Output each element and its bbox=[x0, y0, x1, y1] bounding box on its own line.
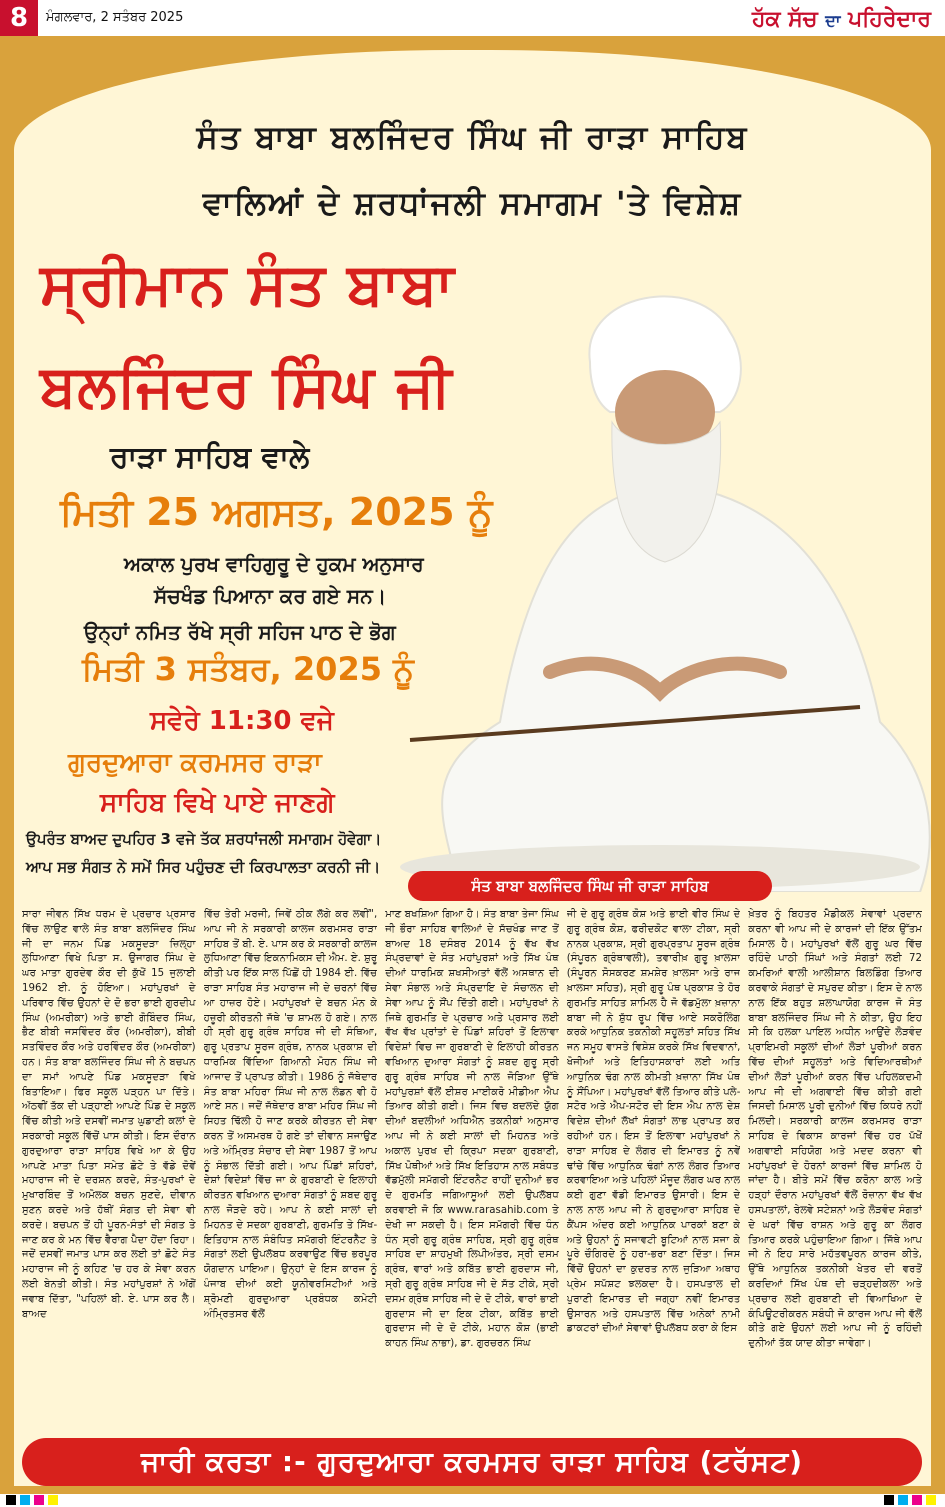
reg-mark-cyan-right bbox=[898, 1495, 908, 1505]
notice-text-1: ਅਕਾਲ ਪੁਰਖ ਵਾਹਿਗੁਰੂ ਦੇ ਹੁਕਮ ਅਨੁਸਾਰ bbox=[124, 552, 424, 576]
issue-date: ਮੰਗਲਵਾਰ, 2 ਸਤੰਬਰ 2025 bbox=[46, 10, 184, 25]
reg-mark-magenta-right bbox=[912, 1495, 922, 1505]
issuer-banner: ਜਾਰੀ ਕਰਤਾ :- ਗੁਰਦੁਆਰਾ ਕਰਮਸਰ ਰਾੜਾ ਸਾਹਿਬ (ਟਰੱਸਟ) bbox=[22, 1438, 922, 1486]
death-date: ਮਿਤੀ 25 ਅਗਸਤ, 2025 ਨੂੰ bbox=[60, 490, 493, 534]
bhog-time: ਸਵੇਰੇ 11:30 ਵਜੇ bbox=[150, 706, 334, 736]
title-line-2: ਬਲਜਿੰਦਰ ਸਿੰਘ ਜੀ bbox=[40, 352, 453, 420]
reg-mark-yellow bbox=[48, 1495, 58, 1505]
title-line-1: ਸ੍ਰੀਮਾਨ ਸੰਤ ਬਾਬਾ bbox=[40, 250, 455, 318]
place-line-2: ਸਾਹਿਬ ਵਿਖੇ ਪਾਏ ਜਾਣਗੇ bbox=[100, 788, 335, 818]
reg-mark-black-right bbox=[884, 1495, 894, 1505]
notice-text-5: ਆਪ ਸਭ ਸੰਗਤ ਨੇ ਸਮੇਂ ਸਿਰ ਪਹੁੰਚਣ ਦੀ ਕਿਰਪਾਲਤਾ ਕਰਨੀ ਜੀ। bbox=[26, 858, 381, 876]
masthead-part-c: ਪਹਿਰੇਦਾਰ bbox=[840, 6, 931, 32]
article-column-3: ਮਾਣ ਬਖਸ਼ਿਆ ਗਿਆ ਹੈ। ਸੰਤ ਬਾਬਾ ਤੇਜਾ ਸਿੰਘ ਜੀ ਭੌਰਾ ਸਾਹਿਬ ਵਾਲਿਆਂ ਦੇ ਸੱਚਖੰਡ ਜਾਣ ਤੋਂ ਬਾਅਦ 18 ਦਸੰਬਰ 2014 ਨੂੰ ਵੱਖ ਵੱਖ ਸੰਪ੍ਰਦਾਵਾਂ ਦੇ ਸੰਤ ਮਹਾਂਪੁਰਸ਼ਾਂ ਅਤੇ ਸਿੱਖ ਪੰਥ ਦੀਆਂ ਧਾਰਮਿਕ ਸ਼ਖਸੀਅਤਾਂ ਵੱਲੋਂ ਅਸਥਾਨ ਦੀ ਸੇਵਾ ਸੰਭਾਲ ਅਤੇ ਸੰਪ੍ਰਦਾਇ ਦੇ ਸੰਚਾਲਨ ਦੀ ਸੇਵਾ ਆਪ ਨੂੰ ਸੌਂਪ ਦਿੱਤੀ ਗਈ। ਮਹਾਂਪੁਰਖਾਂ ਨੇ ਜਿਥੇ ਗੁਰਮਤਿ ਦੇ ਪ੍ਰਚਾਰ ਅਤੇ ਪ੍ਰਸਾਰ ਲਈ ਵੱਖ ਵੱਖ ਪ੍ਰਾਂਤਾਂ ਦੇ ਪਿੰਡਾਂ ਸ਼ਹਿਰਾਂ ਤੋਂ ਇਲਾਵਾ ਵਿਦੇਸ਼ਾਂ ਵਿਚ ਜਾ ਗੁਰਬਾਣੀ ਦੇ ਇਲਾਹੀ ਕੀਰਤਨ ਵਖਿਆਨ ਦੁਆਰਾ ਸੰਗਤਾਂ ਨੂੰ ਸ਼ਬਦ ਗੁਰੂ ਸ੍ਰੀ ਗੁਰੂ ਗ੍ਰੰਥ ਸਾਹਿਬ ਜੀ ਨਾਲ ਜੋੜਿਆ ਉੱਥੇ ਮਹਾਂਪੁਰਸ਼ਾਂ ਵੱਲੋਂ ਈਸ਼ਰ ਮਾਈਕਰੋ ਮੀਡੀਆ ਐਪ ਤਿਆਰ ਕੀਤੀ ਗਈ। ਜਿਸ ਵਿਚ ਬਦਲਦੇ ਯੁੱਗ ਦੀਆਂ ਬਦਲੀਆਂ ਅਧਿਐਨ ਤਕਨੀਕਾਂ ਅਨੁਸਾਰ ਆਪ ਜੀ ਨੇ ਕਈ ਸਾਲਾਂ ਦੀ ਮਿਹਨਤ ਅਤੇ ਅਕਾਲ ਪੁਰਖ ਦੀ ਕ੍ਰਿਪਾ ਸਦਕਾ ਗੁਰਬਾਣੀ, ਸਿੱਖ ਪੋਥੀਆਂ ਅਤੇ ਸਿੱਖ ਇਤਿਹਾਸ ਨਾਲ ਸਬੰਧਤ ਵੱਡਮੁੱਲੀ ਸਮੱਗਰੀ ਇੰਟਰਨੈਟ ਰਾਹੀਂ ਦੁਨੀਆਂ ਭਰ ਦੇ ਗੁਰਮਤਿ ਜਗਿਆਸੂਆਂ ਲਈ ਉਪਲੱਬਧ ਕਰਵਾਈ ਜੋ ਕਿ www.rarasahib.com ਤੇ ਦੇਖੀ ਜਾ ਸਕਦੀ ਹੈ। ਇਸ ਸਮੱਗਰੀ ਵਿੱਚ ਧੰਨ ਧੰਨ ਸ੍ਰੀ ਗੁਰੂ ਗ੍ਰੰਥ ਸਾਹਿਬ, ਸ੍ਰੀ ਗੁਰੂ ਗ੍ਰੰਥ ਸਾਹਿਬ ਦਾ ਸ਼ਾਹਮੁਖੀ ਲਿਪੀਅੰਤਰ, ਸ੍ਰੀ ਦਸਮ ਗ੍ਰੰਥ, ਵਾਰਾਂ ਅਤੇ ਕਬਿੱਤ ਭਾਈ ਗੁਰਦਾਸ ਜੀ, ਸ੍ਰੀ ਗੁਰੂ ਗ੍ਰੰਥ ਸਾਹਿਬ ਜੀ ਦੇ ਸੱਤ ਟੀਕੇ, ਸ੍ਰੀ ਦਸਮ ਗ੍ਰੰਥ ਸਾਹਿਬ ਜੀ ਦੇ ਦੋ ਟੀਕੇ, ਵਾਰਾਂ ਭਾਈ ਗੁਰਦਾਸ ਜੀ ਦਾ ਇਕ ਟੀਕਾ, ਕਬਿੱਤ ਭਾਈ ਗੁਰਦਾਸ ਜੀ ਦੇ ਦੋ ਟੀਕੇ, ਮਹਾਨ ਕੋਸ਼ (ਭਾਈ ਕਾਹਨ ਸਿੰਘ ਨਾਭਾ), ਡਾ. ਗੁਰਚਰਨ ਸਿੰਘ bbox=[385, 909, 559, 1350]
reg-mark-magenta bbox=[34, 1495, 44, 1505]
masthead bbox=[752, 6, 931, 32]
header-line-2: ਵਾਲਿਆਂ ਦੇ ਸ਼ਰਧਾਂਜਲੀ ਸਮਾਗਮ 'ਤੇ ਵਿਸ਼ੇਸ਼ bbox=[202, 184, 743, 222]
title-line-3: ਰਾੜਾ ਸਾਹਿਬ ਵਾਲੇ bbox=[110, 440, 310, 475]
notice-text-4: ਉਪਰੰਤ ਬਾਅਦ ਦੁਪਹਿਰ 3 ਵਜੇ ਤੱਕ ਸ਼ਰਧਾਂਜਲੀ ਸਮਾਗਮ ਹੋਵੇਗਾ। bbox=[26, 830, 382, 848]
place-line-1: ਗੁਰਦੁਆਰਾ ਕਰਮਸਰ ਰਾੜਾ bbox=[68, 748, 322, 778]
article-body bbox=[22, 908, 922, 1436]
print-registration-bar bbox=[0, 1494, 945, 1507]
masthead-part-a: ਹੱਕ ਸੱਚ bbox=[751, 6, 826, 32]
article-column-2: ਵਿੱਚ ਤੇਰੀ ਮਰਜੀ, ਜਿਵੇਂ ਠੀਕ ਲੱਗੇ ਕਰ ਲਵੀਂ", ਆਪ ਜੀ ਨੇ ਸਰਕਾਰੀ ਕਾਲਜ ਕਰਮਸਰ ਰਾੜਾ ਸਾਹਿਬ ਤੋਂ ਬੀ. ਏ. ਪਾਸ ਕਰ ਕੇ ਸਰਕਾਰੀ ਕਾਲਜ ਲੁਧਿਆਣਾ ਵਿੱਚ ਇਕਨਾਮਿਕਸ ਦੀ ਐਮ. ਏ. ਸ਼ੁਰੂ ਕੀਤੀ ਪਰ ਇੱਕ ਸਾਲ ਪਿੱਛੋਂ ਹੀ 1984 ਈ. ਵਿੱਚ ਰਾੜਾ ਸਾਹਿਬ ਸੰਤ ਮਹਾਰਾਜ ਜੀ ਦੇ ਚਰਨਾਂ ਵਿੱਚ ਆ ਹਾਜ਼ਰ ਹੋਏ। ਮਹਾਂਪੁਰਖਾਂ ਦੇ ਬਚਨ ਮੰਨ ਕੇ ਹਜ਼ੂਰੀ ਕੀਰਤਨੀ ਜੱਥੇ 'ਚ ਸ਼ਾਮਲ ਹੋ ਗਏ। ਨਾਲ ਹੀ ਸ੍ਰੀ ਗੁਰੂ ਗ੍ਰੰਥ ਸਾਹਿਬ ਜੀ ਦੀ ਸੰਥਿਆ, ਗੁਰੂ ਪ੍ਰਤਾਪ ਸੂਰਜ ਗ੍ਰੰਥ, ਨਾਨਕ ਪ੍ਰਕਾਸ਼ ਦੀ ਧਾਰਮਿਕ ਵਿੱਦਿਆ ਗਿਆਨੀ ਮੋਹਨ ਸਿੰਘ ਜੀ ਆਜਾਦ ਤੋਂ ਪ੍ਰਾਪਤ ਕੀਤੀ। 1986 ਨੂੰ ਜੱਥੇਦਾਰ ਸੰਤ ਬਾਬਾ ਮਹਿਰਾ ਸਿੰਘ ਜੀ ਨਾਲ ਲੰਡਨ ਵੀ ਹੋ ਆਏ ਸਨ। ਜਦੋਂ ਜੱਥੇਦਾਰ ਬਾਬਾ ਮਹਿਰ ਸਿੰਘ ਜੀ ਸਿਹਤ ਢਿੱਲੀ ਹੋ ਜਾਣ ਕਰਕੇ ਕੀਰਤਨ ਦੀ ਸੇਵਾ ਕਰਨ ਤੋਂ ਅਸਮਰਥ ਹੋ ਗਏ ਤਾਂ ਦੀਵਾਨ ਸਜਾਉਣ ਅਤੇ ਅੰਮ੍ਰਿਤ ਸੰਚਾਰ ਦੀ ਸੇਵਾ 1987 ਤੋਂ ਆਪ ਨੂੰ ਸੰਭਾਲ ਦਿੱਤੀ ਗਈ। ਆਪ ਪਿੰਡਾਂ ਸ਼ਹਿਰਾਂ, ਦੇਸ਼ਾਂ ਵਿਦੇਸ਼ਾਂ ਵਿੱਚ ਜਾ ਕੇ ਗੁਰਬਾਣੀ ਦੇ ਇਲਾਹੀ ਕੀਰਤਨ ਵਖਿਆਨ ਦੁਆਰਾ ਸੰਗਤਾਂ ਨੂੰ ਸ਼ਬਦ ਗੁਰੂ ਨਾਲ ਜੋੜਦੇ ਰਹੇ। ਆਪ ਨੇ ਕਈ ਸਾਲਾਂ ਦੀ ਮਿਹਨਤ ਦੇ ਸਦਕਾ ਗੁਰਬਾਣੀ, ਗੁਰਮਤਿ ਤੇ ਸਿੱਖ-ਇਤਿਹਾਸ ਨਾਲ ਸੰਬੰਧਿਤ ਸਮੱਗਰੀ ਇੰਟਰਨੈੱਟ ਤੇ ਸੰਗਤਾਂ ਲਈ ਉਪਲੱਬਧ ਕਰਵਾਉਣ ਵਿੱਚ ਭਰਪੂਰ ਯੋਗਦਾਨ ਪਾਇਆ। ਉਨ੍ਹਾਂ ਦੇ ਇਸ ਕਾਰਜ ਨੂੰ ਪੰਜਾਬ ਦੀਆਂ ਕਈ ਯੂਨੀਵਰਸਿਟੀਆਂ ਅਤੇ ਸ਼੍ਰੋਮਣੀ ਗੁਰਦੁਆਰਾ ਪ੍ਰਬੰਧਕ ਕਮੇਟੀ ਅੰਮ੍ਰਿਤਸਰ ਵੱਲੋਂ bbox=[203, 909, 378, 1320]
reg-mark-yellow-right bbox=[926, 1495, 936, 1505]
bhog-date: ਮਿਤੀ 3 ਸਤੰਬਰ, 2025 ਨੂੰ bbox=[82, 650, 414, 688]
header-line-1: ਸੰਤ ਬਾਬਾ ਬਲਜਿੰਦਰ ਸਿੰਘ ਜੀ ਰਾੜਾ ਸਾਹਿਬ bbox=[196, 118, 749, 156]
notice-text-3: ਉਨ੍ਹਾਂ ਨਮਿਤ ਰੱਖੇ ਸ੍ਰੀ ਸਹਿਜ ਪਾਠ ਦੇ ਭੋਗ bbox=[84, 620, 396, 644]
notice-text-2: ਸੱਚਖੰਡ ਪਿਆਨਾ ਕਰ ਗਏ ਸਨ। bbox=[154, 584, 387, 608]
saint-photo bbox=[380, 252, 940, 892]
reg-mark-black bbox=[6, 1495, 16, 1505]
photo-caption: ਸੰਤ ਬਾਬਾ ਬਲਜਿੰਦਰ ਸਿੰਘ ਜੀ ਰਾੜਾ ਸਾਹਿਬ bbox=[408, 871, 772, 901]
article-column-5: ਖ਼ੇਤਰ ਨੂੰ ਬਿਹਤਰ ਮੈਡੀਕਲ ਸੇਵਾਵਾਂ ਪ੍ਰਦਾਨ ਕਰਨਾ ਵੀ ਆਪ ਜੀ ਦੇ ਕਾਰਜਾਂ ਦੀ ਇੱਕ ਉੱਤਮ ਮਿਸਾਲ ਹੈ। ਮਹਾਂਪੁਰਖਾਂ ਵੱਲੋਂ ਗੁਰੂ ਘਰ ਵਿੱਚ ਰਹਿੰਦੇ ਪਾਠੀ ਸਿੰਘਾਂ ਅਤੇ ਸੰਗਤਾਂ ਲਈ 72 ਕਮਰਿਆਂ ਵਾਲੀ ਆਲੀਸ਼ਾਨ ਬਿਲਡਿੰਗ ਤਿਆਰ ਕਰਵਾਕੇ ਸੰਗਤਾਂ ਦੇ ਸਪੁਰਦ ਕੀਤਾ। ਇਸ ਦੇ ਨਾਲ ਨਾਲ ਇੱਕ ਬਹੁਤ ਸ਼ਲਾਘਾਯੋਗ ਕਾਰਜ ਜੋ ਸੰਤ ਬਾਬਾ ਬਲਜਿੰਦਰ ਸਿੰਘ ਜੀ ਨੇ ਕੀਤਾ, ਉਹ ਇਹ ਸੀ ਕਿ ਹਲਕਾ ਪਾਇਲ ਅਧੀਨ ਆਉਂਦੇ ਲੋੜਵੰਦ ਪ੍ਰਾਇਮਰੀ ਸਕੂਲਾਂ ਦੀਆਂ ਲੋੜਾਂ ਪੂਰੀਆਂ ਕਰਨ ਵਿੱਚ ਦੀਆਂ ਸਹੂਲਤਾਂ ਅਤੇ ਵਿਦਿਆਰਥੀਆਂ ਦੀਆਂ ਲੋੜਾਂ ਪੂਰੀਆਂ ਕਰਨ ਵਿੱਚ ਪਹਿਲਕਦਮੀ ਆਪ ਜੀ ਦੀ ਅਗਵਾਈ ਵਿੱਚ ਕੀਤੀ ਗਈ ਜਿਸਦੀ ਮਿਸਾਲ ਪੂਰੀ ਦੁਨੀਆਂ ਵਿੱਚ ਕਿਧਰੇ ਨਹੀਂ ਮਿਲਦੀ। ਸਰਕਾਰੀ ਕਾਲਜ ਕਰਮਸਰ ਰਾੜਾ ਸਾਹਿਬ ਦੇ ਵਿਕਾਸ ਕਾਰਜਾਂ ਵਿੱਚ ਹਰ ਪੱਖੋਂ ਅਗਵਾਈ ਸਹਿਯੋਗ ਅਤੇ ਮਦਦ ਕਰਨਾ ਵੀ ਮਹਾਂਪੁਰਖਾਂ ਦੇ ਹੋਰਨਾਂ ਕਾਰਜਾਂ ਵਿੱਚ ਸ਼ਾਮਿਲ ਹੋ ਜਾਂਦਾ ਹੈ। ਬੀਤੇ ਸਮੇਂ ਵਿੱਚ ਕਰੋਨਾ ਕਾਲ ਅਤੇ ਹੜ੍ਹਾਂ ਦੌਰਾਨ ਮਹਾਂਪੁਰਖਾਂ ਵੱਲੋਂ ਰੋਜ਼ਾਨਾ ਵੱਖ ਵੱਖ ਹਸਪਤਾਲਾਂ, ਰੇਲਵੇ ਸਟੇਸ਼ਨਾਂ ਅਤੇ ਲੋੜਵੰਦ ਸੰਗਤਾਂ ਦੇ ਘਰਾਂ ਵਿੱਚ ਰਾਸ਼ਨ ਅਤੇ ਗੁਰੂ ਕਾ ਲੰਗਰ ਤਿਆਰ ਕਰਕੇ ਪਹੁੰਚਾਇਆ ਗਿਆ। ਜਿੱਥੇ ਆਪ ਜੀ ਨੇ ਇਹ ਸਾਰੇ ਮਹੱਤਵਪੂਰਨ ਕਾਰਜ ਕੀਤੇ, ਉੱਥੇ ਆਧੁਨਿਕ ਤਕਨੀਕੀ ਖੇਤਰ ਦੀ ਵਰਤੋਂ ਕਰਦਿਆਂ ਸਿੱਖ ਪੰਥ ਦੀ ਚੜ੍ਹਦੀਕਲਾ ਅਤੇ ਪ੍ਰਚਾਰ ਲਈ ਗੁਰਬਾਣੀ ਦੀ ਵਿਆਖਿਆ ਦੇ ਕੰਪਿਊਟਰੀਕਰਨ ਸਬੰਧੀ ਜੋ ਕਾਰਜ ਆਪ ਜੀ ਵੱਲੋਂ ਕੀਤੇ ਗਏ ਉਹਨਾਂ ਲਈ ਆਪ ਜੀ ਨੂੰ ਰਹਿੰਦੀ ਦੁਨੀਆਂ ਤੱਕ ਯਾਦ ਕੀਤਾ ਜਾਵੇਗਾ। bbox=[748, 909, 922, 1350]
article-column-1: ਸਾਰਾ ਜੀਵਨ ਸਿੱਖ ਧਰਮ ਦੇ ਪ੍ਰਚਾਰ ਪ੍ਰਸਾਰ ਵਿੱਚ ਲਾਉਣ ਵਾਲੇ ਸੰਤ ਬਾਬਾ ਬਲਜਿੰਦਰ ਸਿੰਘ ਜੀ ਦਾ ਜਨਮ ਪਿੰਡ ਮਕਸੂਦੜਾ ਜ਼ਿਲ੍ਹਾ ਲੁਧਿਆਣਾ ਵਿਖੇ ਪਿਤਾ ਸ. ਉਜਾਗਰ ਸਿੰਘ ਦੇ ਘਰ ਮਾਤਾ ਗੁਰਦੇਵ ਕੌਰ ਦੀ ਕੁੱਖੋਂ 15 ਜੁਲਾਈ 1962 ਈ. ਨੂੰ ਹੋਇਆ। ਮਹਾਂਪੁਰਖਾਂ ਦੇ ਪਰਿਵਾਰ ਵਿੱਚ ਉਹਨਾਂ ਦੇ ਦੋ ਭਰਾ ਭਾਈ ਗੁਰਦੀਪ ਸਿੰਘ (ਅਮਰੀਕਾ) ਅਤੇ ਭਾਈ ਗੋਬਿੰਦਰ ਸਿੰਘ, ਭੈਣ ਬੀਬੀ ਜਸਵਿੰਦਰ ਕੌਰ (ਅਮਰੀਕਾ), ਬੀਬੀ ਸਤਵਿੰਦਰ ਕੌਰ ਅਤੇ ਹਰਵਿੰਦਰ ਕੌਰ (ਅਮਰੀਕਾ) ਹਨ। ਸੰਤ ਬਾਬਾ ਬਲਜਿੰਦਰ ਸਿੰਘ ਜੀ ਨੇ ਬਚਪਨ ਦਾ ਸਮਾਂ ਆਪਣੇ ਪਿੰਡ ਮਕਸੂਦੜਾ ਵਿਖੇ ਬਿਤਾਇਆ। ਫਿਰ ਸਕੂਲ ਪੜ੍ਹਨ ਪਾ ਦਿੱਤੇ। ਅੱਠਵੀਂ ਤੱਕ ਦੀ ਪੜ੍ਹਾਈ ਆਪਣੇ ਪਿੰਡ ਦੇ ਸਕੂਲ ਵਿੱਚ ਕੀਤੀ ਅਤੇ ਦਸਵੀਂ ਜਮਾਤ ਘੁਡਾਣੀ ਕਲਾਂ ਦੇ ਸਰਕਾਰੀ ਸਕੂਲ ਵਿੱਚੋਂ ਪਾਸ ਕੀਤੀ। ਇਸ ਦੌਰਾਨ ਗੁਰਦੁਆਰਾ ਰਾੜਾ ਸਾਹਿਬ ਵਿਖੇ ਆ ਕੇ ਉਹ ਆਪਣੇ ਮਾਤਾ ਪਿਤਾ ਸਮੇਤ ਛੋਟੇ ਤੇ ਵੱਡੇ ਦੋਵੇਂ ਮਹਾਰਾਜ ਜੀ ਦੇ ਦਰਸ਼ਨ ਕਰਦੇ, ਸੰਤ-ਪੁਰਖਾਂ ਦੇ ਮੁਖਾਰਬਿੰਦ ਤੋਂ ਅਮੋਲਕ ਬਚਨ ਸੁਣਦੇ, ਦੀਵਾਨ ਸੁਣਨ ਕਰਦੇ ਅਤੇ ਹੱਥੀਂ ਸੰਗਤ ਦੀ ਸੇਵਾ ਵੀ ਕਰਦੇ। ਬਚਪਨ ਤੋਂ ਹੀ ਪੂਰਨ-ਸੰਤਾਂ ਦੀ ਸੰਗਤ ਤੇ ਜਾਣ ਕਰ ਕੇ ਮਨ ਵਿੱਚ ਵੈਰਾਗ ਪੈਦਾ ਹੋਂਦਾ ਰਿਹਾ। ਜਦੋਂ ਦਸਵੀਂ ਜਮਾਤ ਪਾਸ ਕਰ ਲਈ ਤਾਂ ਛੋਟੇ ਸੰਤ ਮਹਾਰਾਜ ਜੀ ਨੂੰ ਕਹਿਣ 'ਚ ਹਰ ਕੇ ਸੇਵਾ ਕਰਨ ਲਈ ਬੇਨਤੀ ਕੀਤੀ। ਸੰਤ ਮਹਾਂਪੁਰਸ਼ਾਂ ਨੇ ਅੱਗੋਂ ਜਵਾਬ ਦਿੱਤਾ, "ਪਹਿਲਾਂ ਬੀ. ਏ. ਪਾਸ ਕਰ ਲੈ। ਬਾਅਦ bbox=[22, 909, 196, 1320]
masthead-part-b: ਦਾ bbox=[825, 11, 841, 30]
reg-mark-cyan bbox=[20, 1495, 30, 1505]
article-column-4: ਜੀ ਦੇ ਗੁਰੂ ਗ੍ਰੰਥ ਕੋਸ਼ ਅਤੇ ਭਾਈ ਵੀਰ ਸਿੰਘ ਦੇ ਗੁਰੂ ਗ੍ਰੰਥ ਕੋਸ਼, ਫਰੀਦਕੋਟ ਵਾਲਾ ਟੀਕਾ, ਸ੍ਰੀ ਨਾਨਕ ਪ੍ਰਕਾਸ਼, ਸ੍ਰੀ ਗੁਰਪ੍ਰਤਾਪ ਸੂਰਜ ਗ੍ਰੰਥ (ਸੰਪੂਰਨ ਗ੍ਰੰਥਾਵਲੀ), ਤਵਾਰੀਖ਼ ਗੁਰੂ ਖ਼ਾਲਸਾ (ਸੰਪੂਰਨ ਸੋਸਕਰਣ ਸ਼ਮਸ਼ੇਰ ਖ਼ਾਲਸਾ ਅਤੇ ਰਾਜ ਖ਼ਾਲਸਾ ਸਹਿਤ), ਸ੍ਰੀ ਗੁਰੂ ਪੰਥ ਪ੍ਰਕਾਸ਼ ਤੇ ਹੋਰ ਗੁਰਮਤਿ ਸਾਹਿਤ ਸ਼ਾਮਿਲ ਹੈ ਜੋ ਵੱਡਮੁੱਲਾ ਖ਼ਜ਼ਾਨਾ ਬਾਬਾ ਜੀ ਨੇ ਸ਼ੁੱਧ ਰੂਪ ਵਿੱਚ ਆਏ ਸਕਰੋਲਿੰਗ ਕਰਕੇ ਆਧੁਨਿਕ ਤਕਨੀਕੀ ਸਹੂਲਤਾਂ ਸਹਿਤ ਸਿੱਖ ਜਨ ਸਮੂਹ ਵਾਸਤੇ ਵਿਸ਼ੇਸ਼ ਕਰਕੇ ਸਿੱਖ ਵਿਦਵਾਨਾਂ, ਖੋਜੀਆਂ ਅਤੇ ਇਤਿਹਾਸਕਾਰਾਂ ਲਈ ਅਤਿ ਆਧੁਨਿਕ ਢੰਗ ਨਾਲ ਕੀਮਤੀ ਖ਼ਜ਼ਾਨਾ ਸਿੱਖ ਪੰਥ ਨੂੰ ਸੌਂਪਿਆ। ਮਹਾਂਪੁਰਖਾਂ ਵੱਲੋਂ ਤਿਆਰ ਕੀਤੇ ਪਲੇ-ਸਟੋਰ ਅਤੇ ਐਪ-ਸਟੋਰ ਦੀ ਇਸ ਐਪ ਨਾਲ ਦੇਸ਼ ਵਿਦੇਸ਼ ਦੀਆਂ ਲੱਖਾਂ ਸੰਗਤਾਂ ਲਾਭ ਪ੍ਰਾਪਤ ਕਰ ਰਹੀਆਂ ਹਨ। ਇਸ ਤੋਂ ਇਲਾਵਾ ਮਹਾਂਪੁਰਖਾਂ ਨੇ ਰਾੜਾ ਸਾਹਿਬ ਦੇ ਲੰਗਰ ਦੀ ਇਮਾਰਤ ਨੂੰ ਨਵੇਂ ਢਾਂਚੇ ਵਿੱਚ ਆਧੁਨਿਕ ਢੰਗਾਂ ਨਾਲ ਲੰਗਰ ਤਿਆਰ ਕਰਵਾਇਆ ਅਤੇ ਪਹਿਲਾਂ ਮੌਜੂਦ ਲੰਗਰ ਘਰ ਨਾਲ ਕਈ ਗੁਣਾ ਵੱਡੀ ਇਮਾਰਤ ਉਸਾਰੀ। ਇਸ ਦੇ ਨਾਲ ਨਾਲ ਆਪ ਜੀ ਨੇ ਗੁਰਦੁਆਰਾ ਸਾਹਿਬ ਦੇ ਕੈਂਪਸ ਅੰਦਰ ਕਈ ਆਧੁਨਿਕ ਪਾਰਕਾਂ ਬਣਾ ਕੇ ਅਤੇ ਉਹਨਾਂ ਨੂੰ ਸਜਾਵਟੀ ਬੂਟਿਆਂ ਨਾਲ ਸਜਾ ਕੇ ਪੂਰੇ ਚੌਗਿਰਦੇ ਨੂੰ ਹਰਾ-ਭਰਾ ਬਣਾ ਦਿੱਤਾ। ਜਿਸ ਵਿੱਚੋਂ ਉਹਨਾਂ ਦਾ ਕੁਦਰਤ ਨਾਲ ਜੁੜਿਆ ਅਥਾਹ ਪ੍ਰੇਮ ਸਪੱਸ਼ਟ ਝਲਕਦਾ ਹੈ। ਹਸਪਤਾਲ ਦੀ ਪੁਰਾਣੀ ਇਮਾਰਤ ਦੀ ਜਗ੍ਹਾ ਨਵੀਂ ਇਮਾਰਤ ਉਸਾਰਨ ਅਤੇ ਹਸਪਤਾਲ ਵਿੱਚ ਅਨੇਕਾਂ ਨਾਮੀ ਡਾਕਟਰਾਂ ਦੀਆਂ ਸੇਵਾਵਾਂ ਉਪਲੱਬਧ ਕਰਾ ਕੇ ਇਸ bbox=[566, 909, 741, 1335]
page-number: 8 bbox=[0, 0, 38, 36]
page-header-bar bbox=[0, 0, 945, 36]
